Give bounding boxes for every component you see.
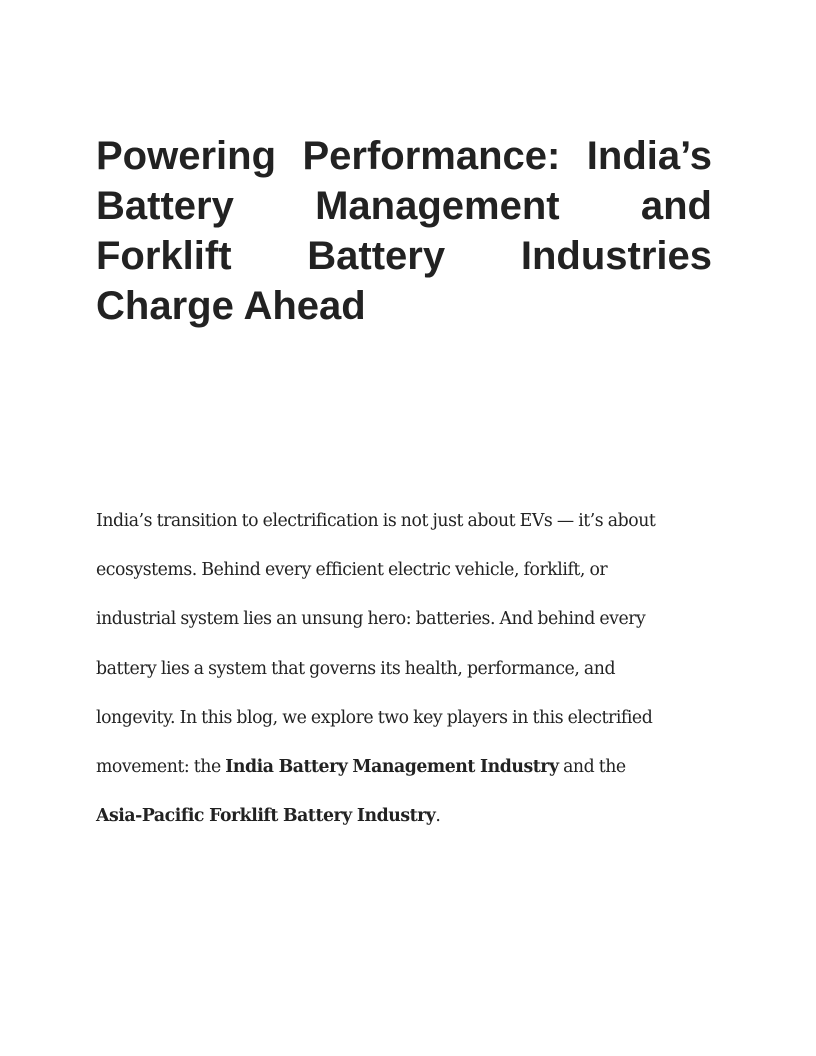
intro-line-4: battery lies a system that governs its health, performance, and: [96, 658, 616, 679]
intro-line-6-suffix: and the: [558, 757, 626, 778]
title-line-1: Powering Performance: India’s: [96, 134, 712, 178]
india-battery-management-industry-highlight: India Battery Management Industry: [225, 757, 559, 778]
title-line-3: Forklift Battery Industries: [96, 234, 712, 278]
intro-line-1: India’s transition to electrification is not just about EVs — it’s about: [96, 511, 656, 531]
asia-pacific-forklift-battery-industry-highlight: Asia-Pacific Forklift Battery Industry: [96, 806, 436, 827]
intro-paragraph: [96, 497, 716, 841]
intro-line-5: longevity. In this blog, we explore two key players in this electrified: [96, 707, 653, 728]
intro-line-2: ecosystems. Behind every efficient electric vehicle, forklift, or: [96, 560, 608, 581]
title-line-4: Charge Ahead: [96, 284, 366, 328]
intro-line-7-suffix: .: [435, 806, 441, 827]
document-title: [96, 131, 712, 331]
title-line-2: Battery Management and: [96, 184, 712, 228]
intro-line-3: industrial system lies an unsung hero: batteries. And behind every: [96, 609, 646, 630]
intro-line-6-prefix: movement: the: [96, 757, 226, 778]
